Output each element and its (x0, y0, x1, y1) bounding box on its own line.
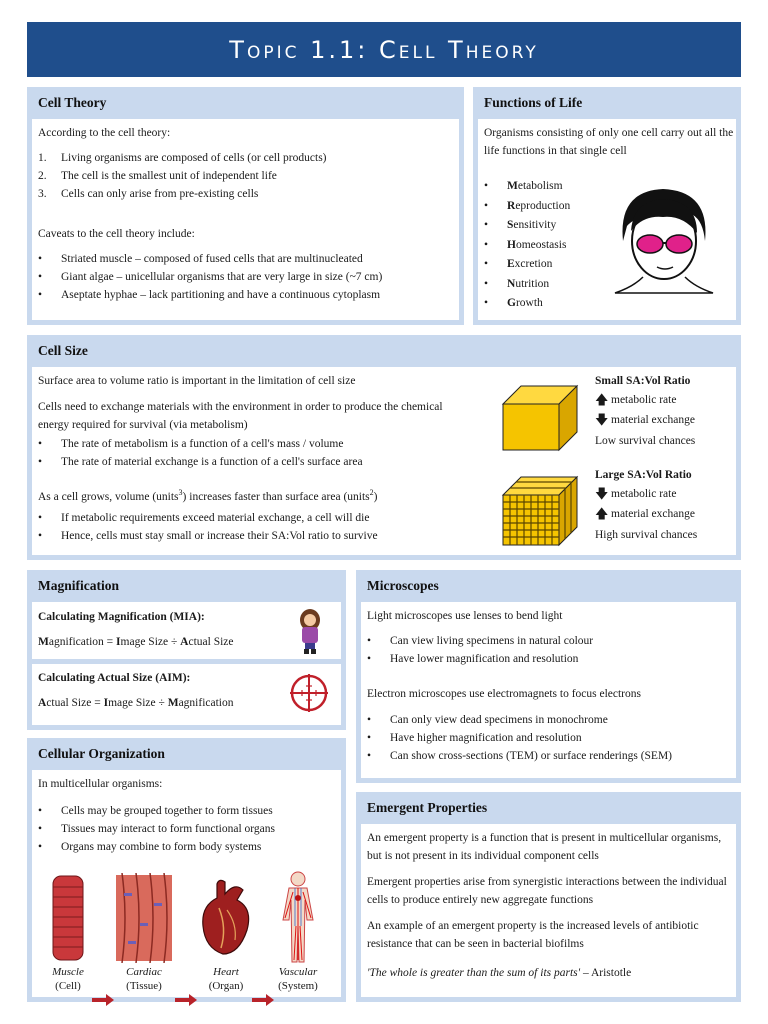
list-item: • Organs may combine to form body systems (38, 840, 262, 853)
caveats-list (38, 251, 458, 304)
list-item: • Have lower magnification and resolution (367, 652, 579, 665)
large-ratio-exchange: material exchange (611, 508, 695, 521)
list-item: • Aseptate hyphae – lack partitioning and have a continuous cytoplasm (38, 288, 381, 301)
functions-intro: Organisms consisting of only one cell carry out all the life functions in that single cell (484, 127, 734, 157)
electron-microscope-text: Electron microscopes use electromagnets to focus electrons (367, 688, 641, 700)
list-item: • Striated muscle – composed of fused cells that are multinucleated (38, 253, 363, 265)
magnification-panel (27, 570, 346, 730)
small-ratio-outcome: Low survival chances (595, 435, 696, 448)
list-item: • Giant algae – unicellular organisms that are very large in size (~7 cm) (38, 270, 383, 283)
list-item: • G rowth (484, 297, 543, 309)
list-item: • Have higher magnification and resolution (367, 731, 582, 744)
calc-actual-size-title: Calculating Actual Size (AIM): (38, 672, 191, 684)
list-item: • Can view living specimens in natural colour (367, 635, 594, 647)
cell-theory-panel (27, 87, 464, 325)
light-microscope-text: Light microscopes use lenses to bend light (367, 610, 563, 622)
microscopes-panel (356, 570, 741, 783)
arrow-right-icon (252, 994, 274, 1006)
organization-intro: In multicellular organisms: (38, 778, 163, 790)
muscle-label: Muscle (Cell) (52, 966, 84, 992)
cell-theory-heading: Cell Theory (38, 95, 107, 110)
cell-size-bullets-1 (38, 436, 468, 472)
organization-heading: Cellular Organization (38, 746, 165, 761)
list-item: • N utrition (484, 277, 550, 290)
list-item: • The rate of material exchange is a function of a cell's surface area (38, 455, 363, 468)
electron-microscope-list (367, 712, 737, 765)
magnification-heading: Magnification (38, 578, 119, 593)
heart-organ-icon (197, 878, 255, 958)
arrow-right-icon (175, 994, 197, 1006)
list-item: • E xcretion (484, 258, 553, 270)
list-item: 1. Living organisms are composed of cells (or cell products) (38, 152, 327, 164)
calc-magnification-title: Calculating Magnification (MIA): (38, 611, 205, 623)
vascular-system-icon (271, 870, 325, 966)
emergent-p2: Emergent properties arise from synergistic interactions between the individual cells to produce entirely new aggregate functions (367, 876, 727, 906)
girl-figure-icon (295, 608, 325, 656)
list-item: • Can only view dead specimens in monochrome (367, 714, 608, 726)
list-item: • R eproduction (484, 199, 571, 212)
cell-size-p2: Cells need to exchange materials with the environment in order to produce the chemical energy required for survival (via metabolism) (38, 401, 443, 431)
organization-list (38, 803, 338, 856)
small-ratio-metabolic: metabolic rate (611, 393, 677, 406)
down-arrow-icon: 🡇 (595, 486, 609, 502)
list-item: • M etabolism (484, 180, 563, 192)
up-arrow-icon: 🡅 (595, 392, 609, 408)
emergent-p3: An example of an emergent property is the increased levels of antibiotic resistance that can be seen in bacterial biofilms (367, 920, 699, 950)
list-item: • The rate of metabolism is a function of a cell's mass / volume (38, 438, 344, 450)
light-microscope-list (367, 633, 737, 669)
large-ratio-metabolic: metabolic rate (611, 487, 677, 500)
large-ratio-outcome: High survival chances (595, 529, 698, 542)
cell-theory-list (38, 150, 448, 203)
list-item: 2. The cell is the smallest unit of independent life (38, 169, 277, 182)
small-cubes-icon (499, 473, 581, 549)
mrs-nerg-face-illustration (613, 181, 715, 301)
list-item: • Cells may be grouped together to form tissues (38, 805, 273, 817)
emergent-quote: 'The whole is greater than the sum of its parts' – Aristotle (367, 967, 632, 979)
cell-theory-intro: According to the cell theory: (38, 127, 171, 139)
list-item: • S ensitivity (484, 219, 557, 231)
cell-size-panel (27, 335, 741, 560)
cardiac-tissue-icon (114, 873, 174, 963)
large-cube-icon (499, 382, 581, 452)
muscle-cell-icon (47, 873, 89, 963)
cell-size-p3: As a cell grows, volume (units$^3$) increases faster than surface area (units$^2$) (38, 488, 378, 503)
functions-of-life-panel (473, 87, 741, 325)
small-ratio-exchange: material exchange (611, 414, 695, 427)
emergent-properties-panel (356, 792, 741, 1002)
up-arrow-icon: 🡅 (595, 506, 609, 522)
emergent-heading: Emergent Properties (367, 800, 488, 815)
list-item: 3. Cells can only arise from pre-existing cells (38, 187, 259, 200)
calc-actual-size-formula: Actual Size = Image Size ÷ Magnification (38, 697, 234, 709)
vascular-label: Vascular (System) (278, 966, 318, 992)
emergent-p1: An emergent property is a function that is present in multicellular organisms, but is not present in its individual component cells (367, 832, 722, 862)
cell-size-heading: Cell Size (38, 343, 88, 358)
large-ratio-box (595, 467, 735, 545)
small-ratio-box (595, 373, 735, 451)
cell-size-bullets-2 (38, 510, 468, 546)
functions-heading: Functions of Life (484, 95, 583, 110)
list-item: • H omeostasis (484, 238, 567, 251)
caveats-intro: Caveats to the cell theory include: (38, 228, 195, 240)
functions-list (484, 177, 570, 314)
cell-size-p1: Surface area to volume ratio is important in the limitation of cell size (38, 375, 356, 387)
page-title: Topic 1.1: Cell Theory (27, 22, 741, 77)
crosshair-icon (288, 672, 330, 714)
down-arrow-icon: 🡇 (595, 412, 609, 428)
cardiac-label: Cardiac (Tissue) (126, 966, 162, 992)
list-item: • Hence, cells must stay small or increase their SA:Vol ratio to survive (38, 529, 378, 542)
arrow-right-icon (92, 994, 114, 1006)
calc-magnification-formula: Magnification = Image Size ÷ Actual Size (38, 636, 234, 648)
list-item: • If metabolic requirements exceed material exchange, a cell will die (38, 512, 370, 524)
small-ratio-title: Small SA:Vol Ratio (595, 375, 691, 387)
list-item: • Can show cross-sections (TEM) or surface renderings (SEM) (367, 749, 672, 762)
cellular-organization-panel (27, 738, 346, 1002)
microscopes-heading: Microscopes (367, 578, 439, 593)
list-item: • Tissues may interact to form functional organs (38, 822, 275, 835)
heart-label: Heart (Organ) (208, 966, 244, 992)
large-ratio-title: Large SA:Vol Ratio (595, 469, 692, 481)
